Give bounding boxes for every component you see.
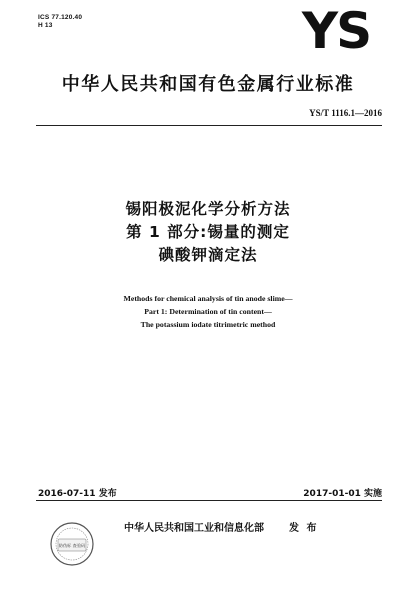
publisher-name: 中华人民共和国工业和信息化部: [124, 523, 264, 534]
cn-title-line-1: 锡阳极泥化学分析方法: [125, 200, 291, 218]
ys-logo-icon: [293, 6, 379, 54]
standard-category-title: 中华人民共和国有色金属行业标准: [61, 74, 355, 95]
bottom-divider: [36, 500, 382, 501]
standard-number: YS/T 1116.1—2016: [309, 108, 382, 118]
ccs-code: H 13: [38, 22, 53, 29]
top-divider: [36, 125, 382, 126]
logo-text: YS: [301, 6, 371, 54]
anti-counterfeit-seal-icon: [48, 520, 96, 568]
en-title-line-2: Part 1: Determination of tin content—: [144, 307, 272, 316]
cn-title-line-3: 碘酸钾滴定法: [158, 246, 258, 264]
seal-text: 防伪标 查验码: [58, 543, 86, 548]
cn-title-line-2: 第 1 部分:锡量的测定: [126, 223, 290, 241]
en-title-line-1: Methods for chemical analysis of tin anode slime—: [123, 294, 293, 303]
en-title-line-3: The potassium iodate titrimetric method: [140, 320, 276, 329]
publish-verb: 发 布: [289, 523, 319, 534]
classification-codes: [38, 14, 82, 30]
issue-date: 2016-07-11 发布: [38, 489, 117, 499]
implementation-date: 2017-01-01 实施: [303, 489, 382, 499]
ics-code: ICS 77.120.40: [38, 14, 83, 21]
